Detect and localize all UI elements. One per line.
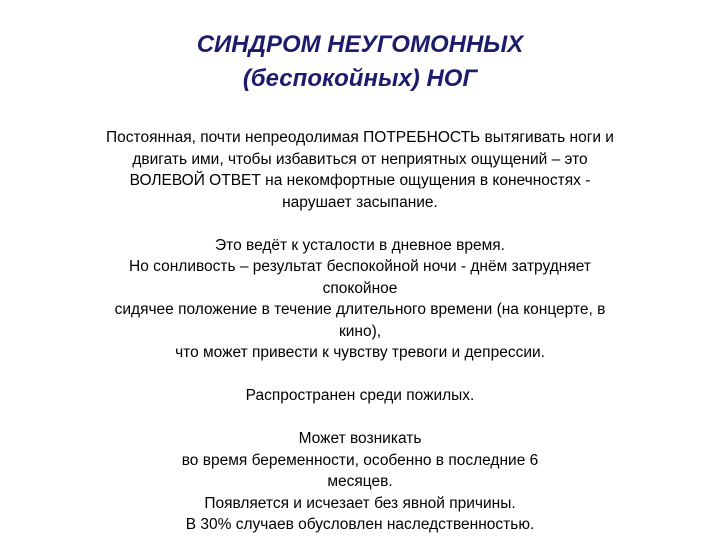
- text-line: Распространен среди пожилых.: [245, 387, 475, 404]
- text-line: Но сонливость – результат беспокойной ночи - днём затрудняет: [129, 258, 591, 275]
- text-line: В 30% случаев обусловлен наследственностью.: [185, 516, 535, 533]
- text-line: ВОЛЕВОЙ ОТВЕТ на некомфортные ощущения в конечностях -: [129, 172, 591, 189]
- text-line: Постоянная, почти непреодолимая ПОТРЕБНОСТЬ вытягивать ноги и: [106, 129, 614, 146]
- text-line: Может возникать: [298, 430, 422, 447]
- paragraph-gap: [50, 407, 670, 429]
- title-line-2: (беспокойных) НОГ: [242, 65, 478, 92]
- text-line: сидячее положение в течение длительного времени (на концерте, в: [114, 301, 606, 318]
- paragraph-gap: [50, 364, 670, 386]
- paragraph-pregnancy-heredity: [50, 428, 670, 536]
- paragraph-daytime-fatigue: [50, 235, 670, 364]
- paragraph-need-to-move: [50, 127, 670, 213]
- paragraph-elderly: [50, 385, 670, 407]
- text-line: Это ведёт к усталости в дневное время.: [215, 236, 505, 254]
- slide-body: [50, 127, 670, 536]
- text-line: во время беременности, особенно в последние 6: [181, 451, 539, 469]
- text-line: Появляется и исчезает без явной причины.: [204, 494, 516, 512]
- text-line: кино),: [338, 322, 382, 340]
- text-line: двигать ими, чтобы избавиться от неприятных ощущений – это: [132, 150, 588, 168]
- slide-title: [160, 28, 560, 96]
- text-line: что может привести к чувству тревоги и депрессии.: [175, 344, 545, 361]
- title-line-1: СИНДРОМ НЕУГОМОННЫХ: [196, 31, 524, 58]
- text-line: нарушает засыпание.: [282, 193, 438, 211]
- text-line: месяцев.: [327, 473, 393, 490]
- paragraph-gap: [50, 213, 670, 235]
- text-line: спокойное: [322, 279, 398, 297]
